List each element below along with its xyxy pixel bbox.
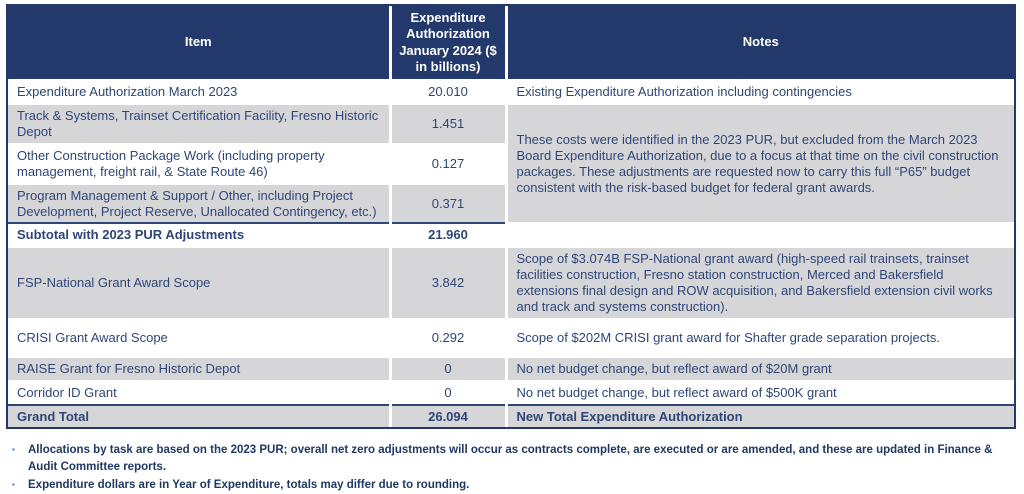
item-cell: Expenditure Authorization March 2023 xyxy=(8,80,390,104)
amount-cell: 3.842 xyxy=(390,247,506,318)
table-row-expenditure-auth-march-2023 xyxy=(8,80,1014,104)
expenditure-authorization-table xyxy=(6,4,1016,429)
item-cell: Corridor ID Grant xyxy=(8,381,390,405)
col-header-item: Item xyxy=(8,6,390,80)
amount-cell: 21.960 xyxy=(390,223,506,247)
amount-cell: 1.451 xyxy=(390,104,506,144)
item-cell: Program Management & Support / Other, including Project Development, Project Reserve, Unallocated Contingency, etc.) xyxy=(8,184,390,224)
item-cell: Other Construction Package Work (including property management, freight rail, & State Route 46) xyxy=(8,144,390,184)
table-row-grand-total xyxy=(8,405,1014,428)
amount-cell: 0 xyxy=(390,381,506,405)
footnote-allocations xyxy=(10,442,1014,477)
col-header-amount: Expenditure Authorization January 2024 ($ in billions) xyxy=(390,6,506,80)
notes-cell: No net budget change, but reflect award of $500K grant xyxy=(506,381,1014,405)
footnote-text: Allocations by task are based on the 2023 PUR; overall net zero adjustments will occur as contracts complete, are executed or are amended, and these are updated in Finance & Audit Committee reports. xyxy=(28,444,993,474)
table-row-corridor-id xyxy=(8,381,1014,405)
bullet-icon: ▪ xyxy=(12,445,15,454)
amount-cell: 20.010 xyxy=(390,80,506,104)
table-row-fsp-national xyxy=(8,247,1014,318)
notes-cell: New Total Expenditure Authorization xyxy=(506,405,1014,428)
col-header-notes: Notes xyxy=(506,6,1014,80)
table-row-subtotal xyxy=(8,223,1014,247)
notes-cell-merged: These costs were identified in the 2023 PUR, but excluded from the March 2023 Board Expenditure Authorization, due to a focus at that time on the civil construction packages. These adjustments are requested now to carry this full “P65” budget consistent with the risk-based budget for federal grant awards. xyxy=(506,104,1014,223)
amount-cell: 0.292 xyxy=(390,319,506,357)
notes-cell xyxy=(506,223,1014,247)
data-table xyxy=(8,6,1014,427)
header-row xyxy=(8,6,1014,80)
footnote-expenditure-dollars xyxy=(10,477,1014,494)
table-row-track-systems xyxy=(8,104,1014,144)
amount-cell: 0 xyxy=(390,357,506,381)
notes-cell: Scope of $202M CRISI grant award for Shafter grade separation projects. xyxy=(506,319,1014,357)
item-cell: Track & Systems, Trainset Certification Facility, Fresno Historic Depot xyxy=(8,104,390,144)
notes-cell: Scope of $3.074B FSP-National grant award (high-speed rail trainsets, trainset facilities construction, Fresno station construction, Merced and Bakersfield extensions final design and ROW acquisition, and Bakersfield extension civil works and track and systems construction). xyxy=(506,247,1014,318)
amount-cell: 0.371 xyxy=(390,184,506,224)
bullet-icon: ▪ xyxy=(12,479,15,489)
footnotes xyxy=(10,442,1014,494)
table-row-raise-grant xyxy=(8,357,1014,381)
item-cell: Grand Total xyxy=(8,405,390,428)
footnote-text: Expenditure dollars are in Year of Expenditure, totals may differ due to rounding. xyxy=(28,478,470,491)
item-cell: CRISI Grant Award Scope xyxy=(8,319,390,357)
amount-cell: 0.127 xyxy=(390,144,506,184)
notes-cell: No net budget change, but reflect award of $20M grant xyxy=(506,357,1014,381)
item-cell: RAISE Grant for Fresno Historic Depot xyxy=(8,357,390,381)
table-row-crisi xyxy=(8,319,1014,357)
amount-cell: 26.094 xyxy=(390,405,506,428)
notes-cell: Existing Expenditure Authorization including contingencies xyxy=(506,80,1014,104)
item-cell: FSP-National Grant Award Scope xyxy=(8,247,390,318)
item-cell: Subtotal with 2023 PUR Adjustments xyxy=(8,223,390,247)
